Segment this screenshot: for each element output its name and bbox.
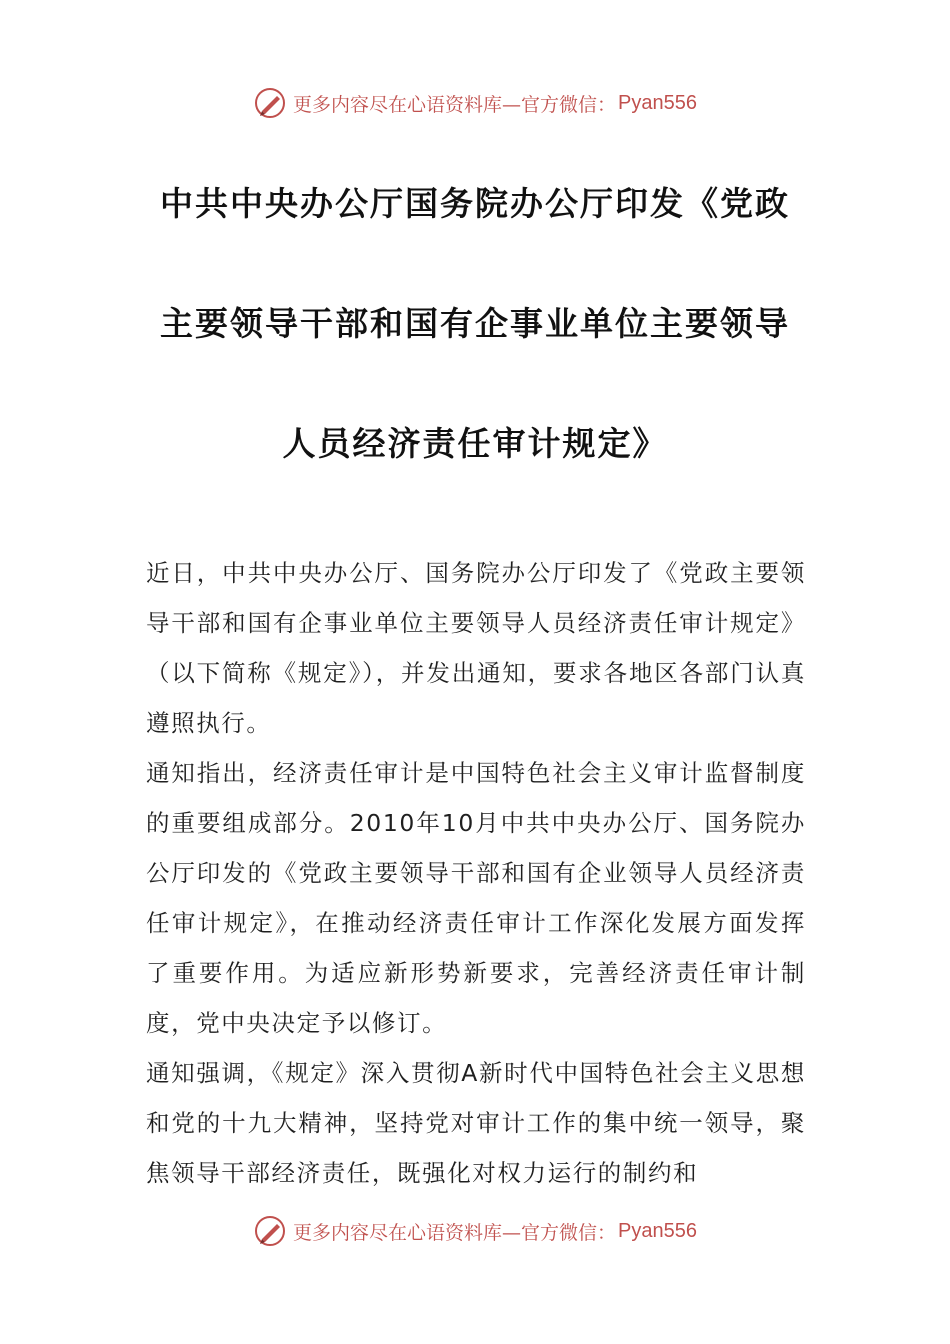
pen-logo-icon bbox=[253, 86, 287, 120]
document-title-line-3: 人员经济责任审计规定》 bbox=[282, 424, 668, 463]
banner-wechat-handle: Pyan556 bbox=[618, 91, 697, 114]
footer-watermark-banner bbox=[0, 1211, 950, 1251]
paragraph-3: 通知强调，《规定》深入贯彻A新时代中国特色社会主义思想和党的十九大精神，坚持党对审计工作的集中统一领导，聚焦领导干部经济责任，既强化对权力运行的制约和 bbox=[146, 1059, 806, 1187]
document-body bbox=[146, 548, 806, 1198]
paragraph-1: 近日，中共中央办公厅、国务院办公厅印发了《党政主要领导干部和国有企事业单位主要领导人员经济责任审计规定》（以下简称《规定》），并发出通知，要求各地区各部门认真遵照执行。 bbox=[146, 559, 806, 737]
document-title-line-1: 中共中央办公厅国务院办公厅印发《党政 bbox=[160, 184, 790, 223]
header-watermark-banner bbox=[0, 83, 950, 123]
document-title-line-2: 主要领导干部和国有企事业单位主要领导 bbox=[160, 304, 790, 343]
paragraph-2: 通知指出，经济责任审计是中国特色社会主义审计监督制度的重要组成部分。2010年10月中共中央办公厅、国务院办公厅印发的《党政主要领导干部和国有企业领导人员经济责任审计规定》，在推动经济责任审计工作深化发展方面发挥了重要作用。为适应新形势新要求，完善经济责任审计制度，党中央决定予以修订。 bbox=[146, 759, 806, 1037]
banner-text: 更多内容尽在心语资料库—官方微信： bbox=[293, 93, 617, 116]
banner-wechat-handle: Pyan556 bbox=[618, 1219, 697, 1242]
banner-text: 更多内容尽在心语资料库—官方微信： bbox=[293, 1221, 617, 1244]
pen-logo-icon bbox=[253, 1214, 287, 1248]
